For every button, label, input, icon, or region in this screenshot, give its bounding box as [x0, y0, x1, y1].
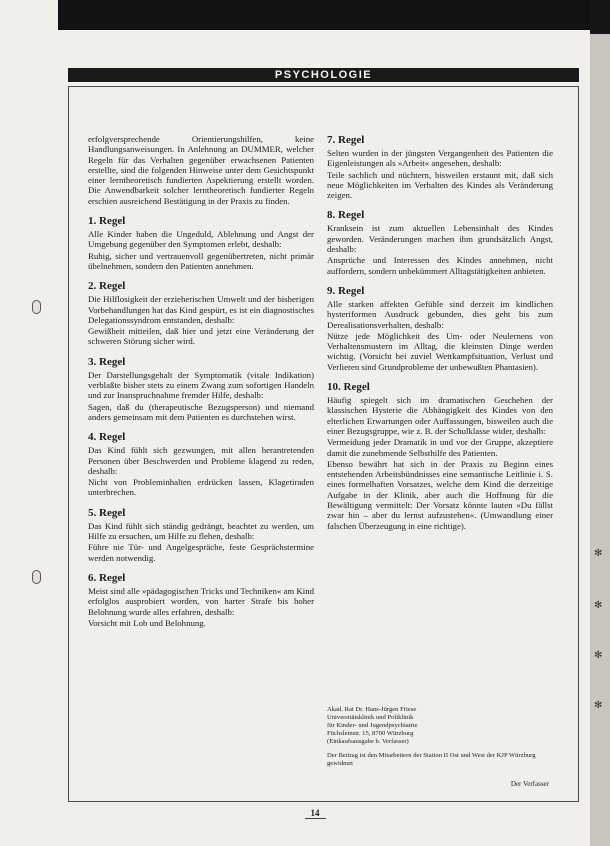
rule-action: Sagen, daß du (therapeutische Bezugsperson) und niemand anders gemeinsam mit dem Patienten es durchstehen wirst.	[88, 401, 314, 422]
rule-action: Vermeidung jeder Dramatik in und vor der Gruppe, akzeptiere damit die zunehmende Selbsthilfe des Patienten.	[327, 437, 553, 458]
rule-text: Das Kind fühlt sich gezwungen, mit allen herantretenden Personen über Beschwerden und Probleme klagend zu reden, deshalb:	[88, 445, 314, 476]
rule-text: Alle Kinder haben die Ungeduld, Ablehnung und Angst der Umgebung gegenüber den Symptomen erlebt, deshalb:	[88, 229, 314, 250]
rule-title: 6. Regel	[88, 571, 126, 584]
page-number	[270, 808, 360, 818]
section-header: PSYCHOLOGIE	[68, 68, 579, 82]
affiliation-line: Universitätsklinik und Poliklinik	[327, 714, 414, 721]
rule-title: 1. Regel	[88, 215, 126, 228]
rule-text: Das Kind fühlt sich ständig gedrängt, beachtet zu werden, um Hilfe zu ersuchen, um Hilfe zu flehen, deshalb:	[88, 520, 314, 542]
asterisk-icon: ✻	[594, 548, 603, 559]
rule-text: Selten wurden in der jüngsten Vergangenheit des Patienten die Eigenleistungen als »Arbeit« angesehen, deshalb:	[327, 148, 553, 169]
left-column	[88, 134, 314, 629]
rule-text: Der Darstellungsgehalt der Symptomatik (vitale Indikation) verblaßte bisher stets zu einem Zwang zum sofortigen Handeln und zur Inanspruchnahme fremder Hilfe, deshalb:	[88, 369, 314, 401]
affiliation-line: für Kinder- und Jugendpsychiatrie	[327, 722, 418, 729]
rule-extra: Ebenso bewährt hat sich in der Praxis zu Beginn eines entstehenden Arbeitsbündnisses eine semantische Leitlinie i. S. eines formelhaften Vorsatzes, welche dem Kind die derzeitige Aufgabe in der Klinik, aber auch die Hoffnung für die Bewältigung vermittelt: Der Vorsatz könnte lauten »Du fällst zwar hin – aber du lernst aufzustehen«. (Umwandlung einer falschen Überzeugung in eine richtige).	[327, 458, 553, 531]
top-dark-band	[58, 0, 590, 30]
asterisk-icon: ✻	[594, 700, 603, 711]
binder-hole	[32, 570, 41, 584]
affiliation-line: Füchsleinstr. 15, 8700 Würzburg	[327, 730, 414, 737]
rule-title: 2. Regel	[88, 280, 126, 293]
right-column	[327, 134, 553, 532]
rule-title: 7. Regel	[327, 134, 365, 146]
rule-text: Die Hilflosigkeit der erzieherischen Umwelt und der bisherigen Vorbehandlungen hat das Kind gespürt, es ist ein diagnostisches Delegationssyndrom entstanden, deshalb:	[88, 294, 314, 325]
affiliation-line: (Einkaufsausgabe b. Verfasser)	[327, 738, 409, 745]
asterisk-icon: ✻	[594, 650, 603, 661]
rule-action: Nicht von Probleminhalten erdrücken lassen, Klagetiraden unterbrechen.	[88, 477, 314, 498]
rule-title: 9. Regel	[327, 284, 365, 297]
asterisk-icon: ✻	[594, 600, 603, 611]
rule-action: Ruhig, sicher und vertrauenvoll gegenübertreten, nicht primär übelnehmen, sondern den Patienten annehmen.	[88, 250, 314, 271]
adjacent-page-edge	[590, 0, 610, 846]
adjacent-dark-band	[590, 0, 610, 34]
rule-text: Kranksein ist zum aktuellen Lebensinhalt des Kindes geworden. Veränderungen machen ihm grundsätzlich Angst, deshalb:	[327, 223, 553, 255]
rule-action: Teile sachlich und nüchtern, bisweilen erstaunt mit, daß sich neue Möglichkeiten im Verhalten des Kindes als Veränderung zeigen.	[327, 169, 553, 201]
rule-action: Ansprüche und Interessen des Kindes annehmen, nicht auffordern, sondern unbekümmert Alltagstätigkeiten anbieten.	[327, 255, 553, 276]
rule-action: Vorsicht mit Lob und Belohnung.	[88, 617, 206, 628]
rule-text: Alle starken affekten Gefühle sind derzeit im kindlichen hysteriformen Ausdruck gebunden, dies geht bis zum Derealisationsverhalten, deshalb:	[327, 298, 553, 330]
author-signature: Der Verfasser	[510, 780, 549, 788]
rule-title: 3. Regel	[88, 355, 126, 368]
affiliation-line: Akad. Rat Dr. Hans-Jürgen Friese	[327, 706, 417, 713]
rule-title: 4. Regel	[88, 431, 126, 444]
rule-title: 8. Regel	[327, 209, 365, 222]
intro-paragraph: erfolgversprechende Orientierungshilfen, keine Handlungsanweisungen. In Anlehnung an DUMMER, welcher Regeln für das Verhalten gegenüber erwachsenen Patienten erstellte, sind die folgenden Hinweise unter dem Gesichtspunkt einer lerntheoretisch fundierten Aspektierung erstellt worden. Die Anwendbarkeit solcher lerntheoretisch fundierter Regeln erschien ausreichend Bestätigung in der Praxis zu finden.	[88, 134, 314, 206]
rule-title: 10. Regel	[327, 381, 370, 394]
rule-text: Meist sind alle »pädagogischen Tricks und Techniken« am Kind erfolglos ausprobiert worden, von harter Strafe bis hoher Belohnung wurde alles erfahren, deshalb:	[88, 585, 314, 617]
rule-title: 5. Regel	[88, 506, 126, 519]
dedication-note: Der Beitrag ist den Mitarbeitern der Station II Ost und West der KJP Würzburg gewidmet	[327, 752, 536, 767]
author-affiliation	[327, 706, 553, 788]
rule-action: Gewißheit mitteilen, daß hier und jetzt eine Veränderung der schweren Störung sicher wird.	[88, 326, 314, 347]
page-number-value: 14	[305, 808, 326, 819]
rule-action: Nütze jede Möglichkeit des Um- oder Neulernens von Verhaltensmustern im Alltag, die kleinsten Dinge werden wichtig. (Vorsicht bei zuviel Wettkampfsituation, Verlust und Verlieren sind Grundprobleme der unbewußten Phantasien).	[327, 330, 553, 372]
rule-action: Führe nie Tür- und Angelgespräche, feste Gesprächstermine werden notwendig.	[88, 542, 314, 563]
rule-text: Häufig spiegelt sich im dramatischen Geschehen der klassischen Hysterie die Abhängigkeit des Kindes von den elterlichen Erwartungen oder Auffassungen, bisweilen auch die einer Bezugsgruppe, wie z. B. der Schulklasse wider, deshalb:	[327, 395, 553, 436]
binder-hole	[32, 300, 41, 314]
